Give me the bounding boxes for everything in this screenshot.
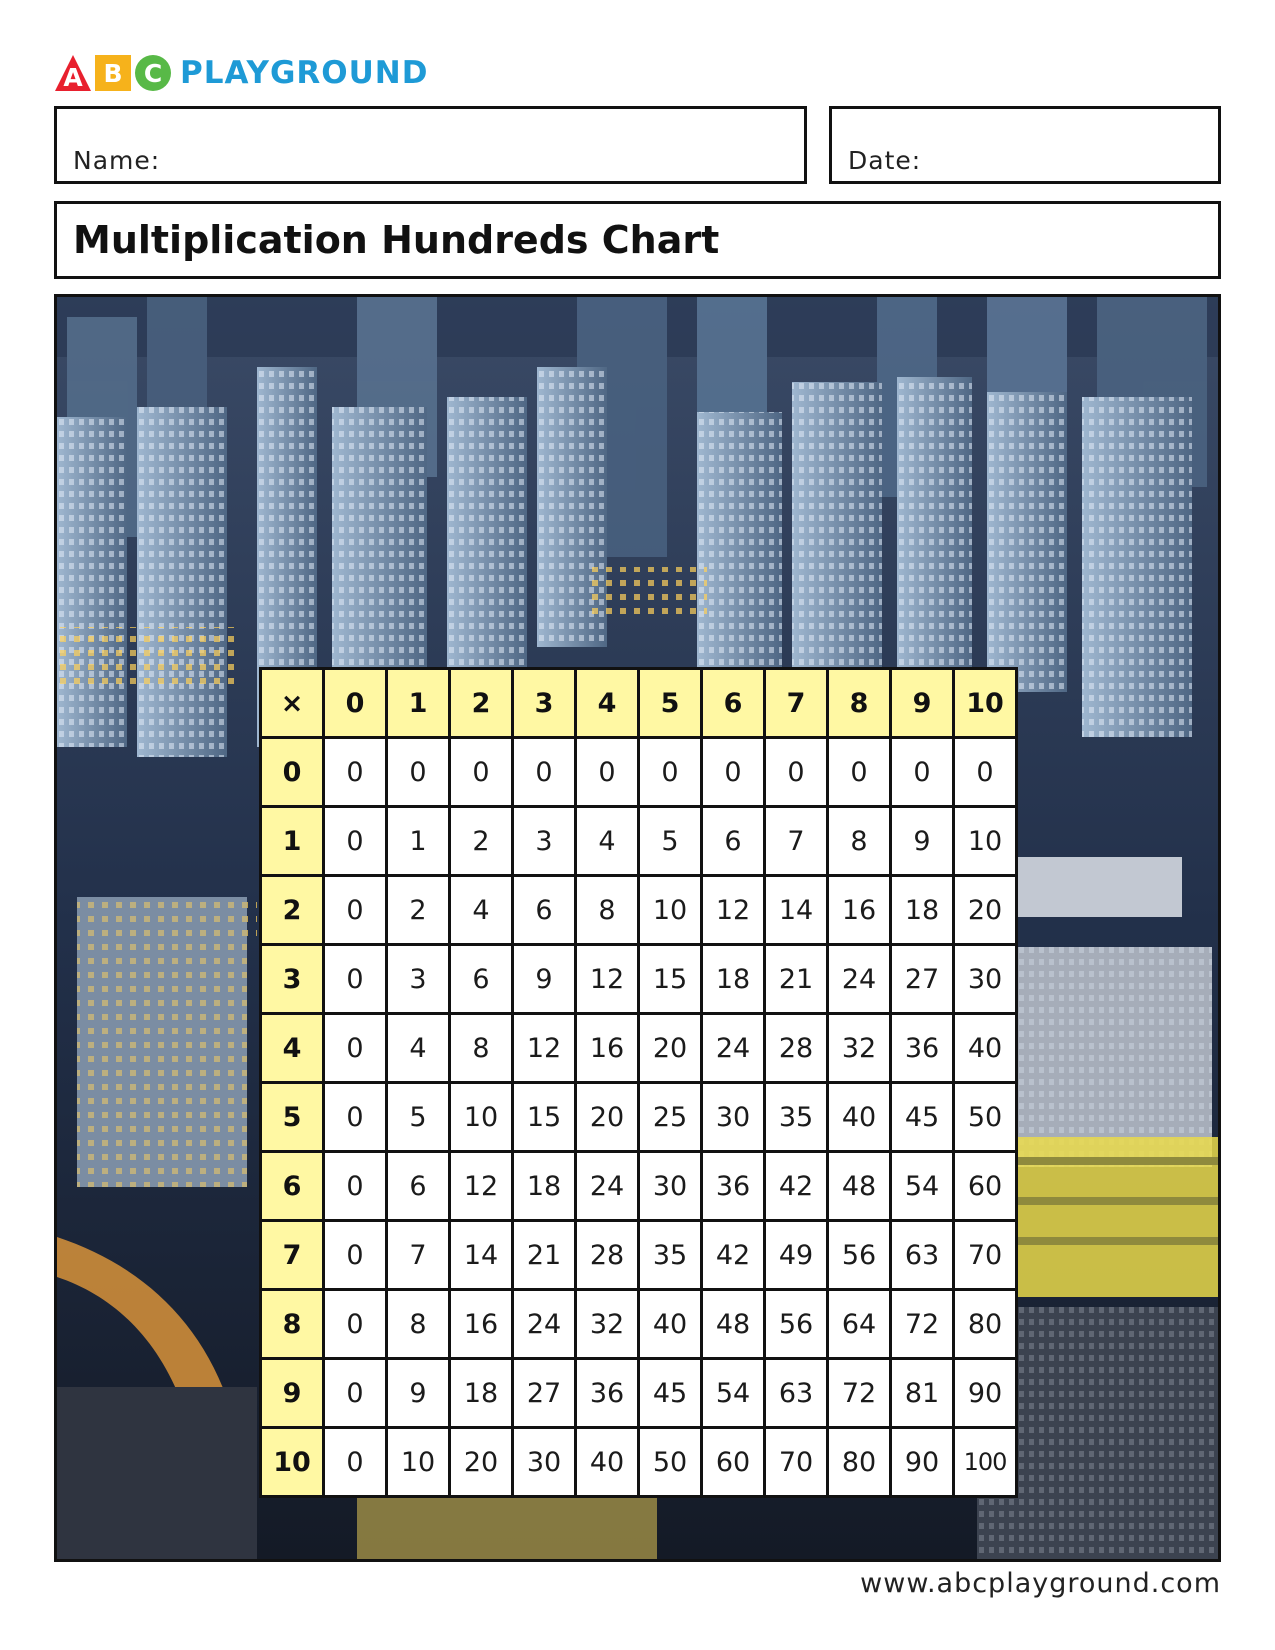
product-cell: 5 bbox=[387, 1083, 450, 1152]
product-cell: 80 bbox=[828, 1428, 891, 1497]
product-cell: 81 bbox=[891, 1359, 954, 1428]
column-header: 8 bbox=[828, 669, 891, 738]
product-cell: 24 bbox=[513, 1290, 576, 1359]
product-cell: 50 bbox=[639, 1428, 702, 1497]
product-cell: 0 bbox=[891, 738, 954, 807]
product-cell: 24 bbox=[702, 1014, 765, 1083]
product-cell: 40 bbox=[954, 1014, 1017, 1083]
table-row bbox=[261, 1221, 1017, 1290]
product-cell: 14 bbox=[450, 1221, 513, 1290]
logo-letter-a: A bbox=[54, 54, 92, 92]
product-cell: 21 bbox=[513, 1221, 576, 1290]
row-header: 0 bbox=[261, 738, 324, 807]
product-cell: 0 bbox=[576, 738, 639, 807]
row-header: 9 bbox=[261, 1359, 324, 1428]
table-row bbox=[261, 1014, 1017, 1083]
column-header: 5 bbox=[639, 669, 702, 738]
row-header: 4 bbox=[261, 1014, 324, 1083]
product-cell: 25 bbox=[639, 1083, 702, 1152]
product-cell: 0 bbox=[450, 738, 513, 807]
page-title: Multiplication Hundreds Chart bbox=[73, 218, 720, 262]
product-cell: 12 bbox=[576, 945, 639, 1014]
column-header: 6 bbox=[702, 669, 765, 738]
product-cell: 20 bbox=[450, 1428, 513, 1497]
product-cell: 50 bbox=[954, 1083, 1017, 1152]
product-cell: 20 bbox=[639, 1014, 702, 1083]
product-cell: 6 bbox=[387, 1152, 450, 1221]
product-cell: 7 bbox=[765, 807, 828, 876]
row-header: 6 bbox=[261, 1152, 324, 1221]
product-cell: 42 bbox=[702, 1221, 765, 1290]
product-cell: 54 bbox=[702, 1359, 765, 1428]
logo-letter-c: C bbox=[134, 54, 172, 92]
product-cell: 0 bbox=[324, 1428, 387, 1497]
column-header: 0 bbox=[324, 669, 387, 738]
product-cell: 8 bbox=[387, 1290, 450, 1359]
product-cell: 0 bbox=[324, 1221, 387, 1290]
product-cell: 9 bbox=[513, 945, 576, 1014]
product-cell: 42 bbox=[765, 1152, 828, 1221]
logo-letter-b: B bbox=[94, 54, 132, 92]
product-cell: 10 bbox=[954, 807, 1017, 876]
product-cell: 8 bbox=[828, 807, 891, 876]
product-cell: 54 bbox=[891, 1152, 954, 1221]
product-cell: 20 bbox=[576, 1083, 639, 1152]
product-cell: 8 bbox=[450, 1014, 513, 1083]
product-cell: 6 bbox=[702, 807, 765, 876]
product-cell: 24 bbox=[828, 945, 891, 1014]
product-cell: 0 bbox=[324, 1014, 387, 1083]
product-cell: 0 bbox=[387, 738, 450, 807]
column-header: 3 bbox=[513, 669, 576, 738]
product-cell: 0 bbox=[765, 738, 828, 807]
product-cell: 18 bbox=[450, 1359, 513, 1428]
product-cell: 27 bbox=[891, 945, 954, 1014]
product-cell: 9 bbox=[891, 807, 954, 876]
product-cell: 4 bbox=[387, 1014, 450, 1083]
product-cell: 30 bbox=[702, 1083, 765, 1152]
product-cell: 70 bbox=[765, 1428, 828, 1497]
column-header: 2 bbox=[450, 669, 513, 738]
product-cell: 60 bbox=[954, 1152, 1017, 1221]
product-cell: 0 bbox=[954, 738, 1017, 807]
product-cell: 9 bbox=[387, 1359, 450, 1428]
product-cell: 0 bbox=[639, 738, 702, 807]
product-cell: 0 bbox=[324, 807, 387, 876]
product-cell: 3 bbox=[387, 945, 450, 1014]
table-row bbox=[261, 945, 1017, 1014]
table-row bbox=[261, 1428, 1017, 1497]
product-cell: 15 bbox=[639, 945, 702, 1014]
row-header: 1 bbox=[261, 807, 324, 876]
row-header: 2 bbox=[261, 876, 324, 945]
product-cell: 70 bbox=[954, 1221, 1017, 1290]
product-cell: 10 bbox=[387, 1428, 450, 1497]
table-row bbox=[261, 1359, 1017, 1428]
product-cell: 18 bbox=[702, 945, 765, 1014]
product-cell: 3 bbox=[513, 807, 576, 876]
product-cell: 45 bbox=[639, 1359, 702, 1428]
product-cell: 40 bbox=[828, 1083, 891, 1152]
product-cell: 28 bbox=[765, 1014, 828, 1083]
brand-logo bbox=[54, 52, 428, 94]
product-cell: 32 bbox=[576, 1290, 639, 1359]
row-header: 10 bbox=[261, 1428, 324, 1497]
product-cell: 90 bbox=[891, 1428, 954, 1497]
table-row bbox=[261, 1152, 1017, 1221]
name-field[interactable] bbox=[54, 106, 807, 184]
date-field[interactable] bbox=[829, 106, 1221, 184]
product-cell: 7 bbox=[387, 1221, 450, 1290]
product-cell: 40 bbox=[576, 1428, 639, 1497]
table-row bbox=[261, 876, 1017, 945]
product-cell: 21 bbox=[765, 945, 828, 1014]
product-cell: 18 bbox=[513, 1152, 576, 1221]
product-cell: 0 bbox=[513, 738, 576, 807]
row-header: 3 bbox=[261, 945, 324, 1014]
product-cell: 63 bbox=[891, 1221, 954, 1290]
product-cell: 0 bbox=[324, 1290, 387, 1359]
product-cell: 0 bbox=[324, 1152, 387, 1221]
product-cell: 35 bbox=[639, 1221, 702, 1290]
product-cell: 0 bbox=[828, 738, 891, 807]
table-row bbox=[261, 807, 1017, 876]
product-cell: 60 bbox=[702, 1428, 765, 1497]
product-cell: 64 bbox=[828, 1290, 891, 1359]
product-cell: 14 bbox=[765, 876, 828, 945]
product-cell: 35 bbox=[765, 1083, 828, 1152]
product-cell: 12 bbox=[450, 1152, 513, 1221]
product-cell: 40 bbox=[639, 1290, 702, 1359]
column-header: 9 bbox=[891, 669, 954, 738]
product-cell: 16 bbox=[828, 876, 891, 945]
product-cell: 16 bbox=[576, 1014, 639, 1083]
product-cell: 20 bbox=[954, 876, 1017, 945]
table-row bbox=[261, 738, 1017, 807]
product-cell: 12 bbox=[702, 876, 765, 945]
product-cell: 30 bbox=[954, 945, 1017, 1014]
column-header: 1 bbox=[387, 669, 450, 738]
product-cell: 0 bbox=[324, 1359, 387, 1428]
product-cell: 100 bbox=[954, 1428, 1017, 1497]
table-row bbox=[261, 1290, 1017, 1359]
product-cell: 48 bbox=[828, 1152, 891, 1221]
multiply-icon: × bbox=[261, 669, 324, 738]
table-header-row bbox=[261, 669, 1017, 738]
product-cell: 36 bbox=[702, 1152, 765, 1221]
product-cell: 16 bbox=[450, 1290, 513, 1359]
product-cell: 8 bbox=[576, 876, 639, 945]
product-cell: 0 bbox=[324, 945, 387, 1014]
product-cell: 32 bbox=[828, 1014, 891, 1083]
product-cell: 49 bbox=[765, 1221, 828, 1290]
product-cell: 80 bbox=[954, 1290, 1017, 1359]
row-header: 8 bbox=[261, 1290, 324, 1359]
product-cell: 48 bbox=[702, 1290, 765, 1359]
column-header: 4 bbox=[576, 669, 639, 738]
product-cell: 27 bbox=[513, 1359, 576, 1428]
table-row bbox=[261, 1083, 1017, 1152]
product-cell: 36 bbox=[576, 1359, 639, 1428]
date-label: Date: bbox=[848, 146, 922, 175]
product-cell: 72 bbox=[828, 1359, 891, 1428]
product-cell: 1 bbox=[387, 807, 450, 876]
product-cell: 56 bbox=[765, 1290, 828, 1359]
product-cell: 10 bbox=[450, 1083, 513, 1152]
product-cell: 2 bbox=[450, 807, 513, 876]
logo-wordmark: PLAYGROUND bbox=[180, 55, 429, 91]
product-cell: 0 bbox=[702, 738, 765, 807]
column-header: 10 bbox=[954, 669, 1017, 738]
product-cell: 72 bbox=[891, 1290, 954, 1359]
column-header: 7 bbox=[765, 669, 828, 738]
product-cell: 90 bbox=[954, 1359, 1017, 1428]
product-cell: 63 bbox=[765, 1359, 828, 1428]
title-box bbox=[54, 201, 1221, 279]
product-cell: 12 bbox=[513, 1014, 576, 1083]
product-cell: 2 bbox=[387, 876, 450, 945]
product-cell: 0 bbox=[324, 1083, 387, 1152]
product-cell: 6 bbox=[513, 876, 576, 945]
product-cell: 30 bbox=[639, 1152, 702, 1221]
product-cell: 30 bbox=[513, 1428, 576, 1497]
product-cell: 4 bbox=[576, 807, 639, 876]
product-cell: 24 bbox=[576, 1152, 639, 1221]
product-cell: 28 bbox=[576, 1221, 639, 1290]
product-cell: 45 bbox=[891, 1083, 954, 1152]
product-cell: 15 bbox=[513, 1083, 576, 1152]
product-cell: 36 bbox=[891, 1014, 954, 1083]
product-cell: 56 bbox=[828, 1221, 891, 1290]
product-cell: 4 bbox=[450, 876, 513, 945]
product-cell: 5 bbox=[639, 807, 702, 876]
product-cell: 10 bbox=[639, 876, 702, 945]
name-label: Name: bbox=[73, 146, 161, 175]
row-header: 5 bbox=[261, 1083, 324, 1152]
product-cell: 6 bbox=[450, 945, 513, 1014]
multiplication-table bbox=[259, 667, 1018, 1498]
product-cell: 0 bbox=[324, 876, 387, 945]
product-cell: 0 bbox=[324, 738, 387, 807]
product-cell: 18 bbox=[891, 876, 954, 945]
row-header: 7 bbox=[261, 1221, 324, 1290]
footer-url[interactable]: www.abcplayground.com bbox=[860, 1568, 1221, 1599]
